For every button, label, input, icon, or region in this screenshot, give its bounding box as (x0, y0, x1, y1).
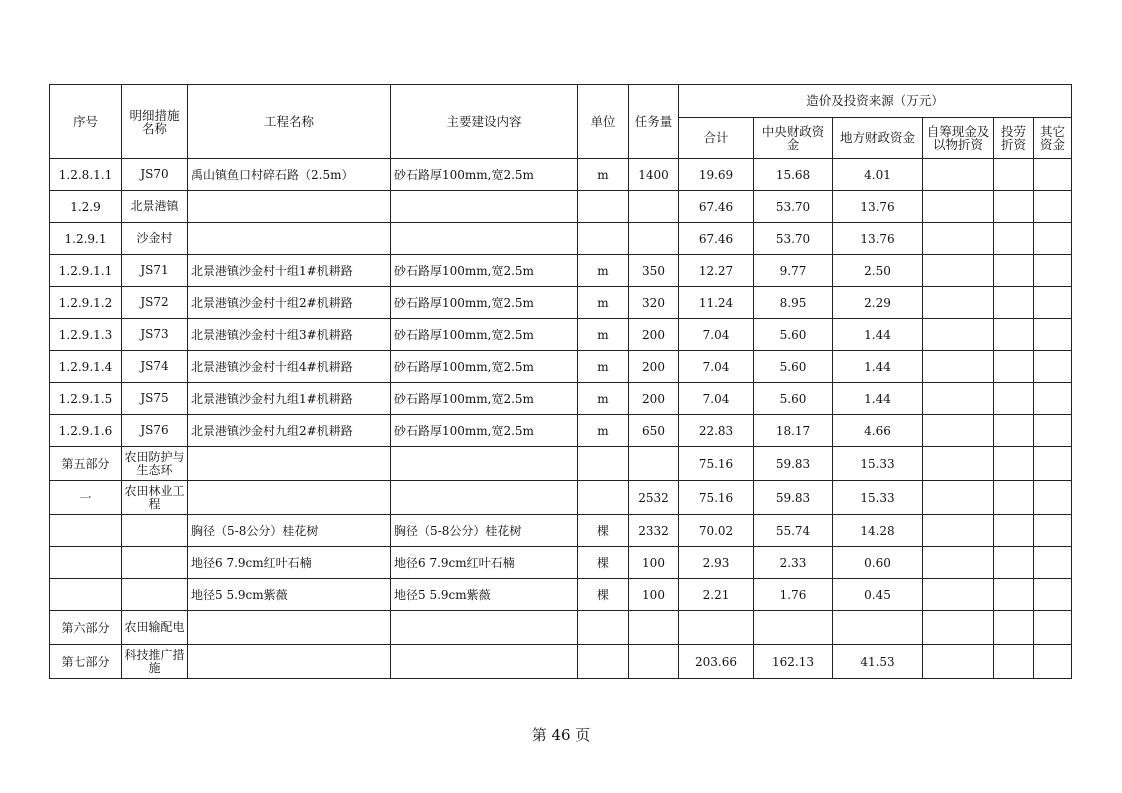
cell-self (923, 191, 994, 223)
cell-central: 5.60 (754, 383, 833, 415)
cell-labor (994, 415, 1034, 447)
cell-content (391, 611, 578, 645)
cell-total: 67.46 (679, 191, 754, 223)
cell-self (923, 351, 994, 383)
cell-seq: 一 (50, 481, 122, 515)
cell-labor (994, 191, 1034, 223)
cell-unit: m (578, 351, 629, 383)
cell-seq (50, 579, 122, 611)
cell-other (1034, 611, 1072, 645)
cell-self (923, 611, 994, 645)
cell-measure: JS72 (122, 287, 188, 319)
cell-local: 1.44 (833, 351, 923, 383)
cell-self (923, 515, 994, 547)
cell-central (754, 611, 833, 645)
cell-content (391, 645, 578, 679)
cell-seq: 第七部分 (50, 645, 122, 679)
cell-seq (50, 515, 122, 547)
cell-seq: 1.2.9.1.5 (50, 383, 122, 415)
header-measure: 明细措施名称 (122, 85, 188, 159)
cell-project: 禹山镇鱼口村碎石路（2.5m） (188, 159, 391, 191)
cell-labor (994, 645, 1034, 679)
cell-seq: 1.2.9.1.4 (50, 351, 122, 383)
cell-local: 4.01 (833, 159, 923, 191)
header-row-top (50, 85, 1072, 118)
cell-total: 11.24 (679, 287, 754, 319)
cell-seq: 1.2.9.1 (50, 223, 122, 255)
cell-local: 15.33 (833, 481, 923, 515)
cell-central: 53.70 (754, 191, 833, 223)
cell-labor (994, 287, 1034, 319)
cell-local: 4.66 (833, 415, 923, 447)
cell-self (923, 579, 994, 611)
cell-labor (994, 351, 1034, 383)
cell-total: 70.02 (679, 515, 754, 547)
cell-task (629, 645, 679, 679)
cell-measure (122, 547, 188, 579)
cell-local: 1.44 (833, 319, 923, 351)
cell-other (1034, 351, 1072, 383)
cell-task: 100 (629, 547, 679, 579)
cell-unit: m (578, 319, 629, 351)
cell-measure: JS73 (122, 319, 188, 351)
cell-content (391, 191, 578, 223)
cell-task: 200 (629, 351, 679, 383)
cell-measure: 农田林业工程 (122, 481, 188, 515)
cell-self (923, 287, 994, 319)
cell-central: 53.70 (754, 223, 833, 255)
cell-project: 北景港镇沙金村十组4#机耕路 (188, 351, 391, 383)
cell-seq: 1.2.8.1.1 (50, 159, 122, 191)
cell-local: 0.60 (833, 547, 923, 579)
cell-project: 地径5 5.9cm紫薇 (188, 579, 391, 611)
cell-other (1034, 645, 1072, 679)
table-row (50, 191, 1072, 223)
cell-central: 18.17 (754, 415, 833, 447)
cell-central: 1.76 (754, 579, 833, 611)
table-row (50, 319, 1072, 351)
cell-local: 41.53 (833, 645, 923, 679)
cell-central: 15.68 (754, 159, 833, 191)
cell-other (1034, 447, 1072, 481)
cell-task: 1400 (629, 159, 679, 191)
cell-measure: 科技推广措施 (122, 645, 188, 679)
cell-other (1034, 415, 1072, 447)
cell-measure: 农田输配电 (122, 611, 188, 645)
cell-labor (994, 383, 1034, 415)
cell-total: 2.21 (679, 579, 754, 611)
cell-content: 砂石路厚100mm,宽2.5m (391, 255, 578, 287)
cell-task: 350 (629, 255, 679, 287)
header-other: 其它资金 (1034, 118, 1072, 159)
cell-total: 203.66 (679, 645, 754, 679)
cell-unit (578, 481, 629, 515)
cell-unit: m (578, 383, 629, 415)
cell-unit (578, 223, 629, 255)
header-self: 自筹现金及以物折资 (923, 118, 994, 159)
cell-measure: 农田防护与生态环 (122, 447, 188, 481)
cell-task: 200 (629, 383, 679, 415)
cell-task: 650 (629, 415, 679, 447)
header-task: 任务量 (629, 85, 679, 159)
header-cost-group: 造价及投资来源（万元） (679, 85, 1072, 118)
header-project: 工程名称 (188, 85, 391, 159)
cell-total: 75.16 (679, 481, 754, 515)
cell-self (923, 255, 994, 287)
table-row (50, 481, 1072, 515)
cell-other (1034, 223, 1072, 255)
table-row (50, 547, 1072, 579)
cell-measure (122, 579, 188, 611)
table-row (50, 255, 1072, 287)
table-row (50, 579, 1072, 611)
cell-central: 5.60 (754, 319, 833, 351)
cell-self (923, 481, 994, 515)
cell-content (391, 481, 578, 515)
cell-project (188, 481, 391, 515)
table-row (50, 287, 1072, 319)
cell-task: 200 (629, 319, 679, 351)
cell-local: 1.44 (833, 383, 923, 415)
cell-other (1034, 481, 1072, 515)
cell-content: 胸径（5-8公分）桂花树 (391, 515, 578, 547)
cell-unit (578, 191, 629, 223)
cell-unit: 棵 (578, 547, 629, 579)
header-seq: 序号 (50, 85, 122, 159)
cell-local: 0.45 (833, 579, 923, 611)
table-row (50, 611, 1072, 645)
cell-self (923, 159, 994, 191)
cell-other (1034, 255, 1072, 287)
cell-local: 15.33 (833, 447, 923, 481)
cell-labor (994, 319, 1034, 351)
header-content: 主要建设内容 (391, 85, 578, 159)
cell-project (188, 611, 391, 645)
cell-task (629, 191, 679, 223)
cell-self (923, 547, 994, 579)
cell-self (923, 447, 994, 481)
cell-content: 砂石路厚100mm,宽2.5m (391, 415, 578, 447)
cell-seq: 1.2.9.1.6 (50, 415, 122, 447)
cell-total (679, 611, 754, 645)
cell-project: 胸径（5-8公分）桂花树 (188, 515, 391, 547)
cell-task: 320 (629, 287, 679, 319)
cell-labor (994, 447, 1034, 481)
cell-unit: 棵 (578, 515, 629, 547)
cell-project (188, 223, 391, 255)
cell-seq: 1.2.9.1.3 (50, 319, 122, 351)
cell-task (629, 611, 679, 645)
cell-total: 7.04 (679, 351, 754, 383)
cell-total: 75.16 (679, 447, 754, 481)
cell-content: 砂石路厚100mm,宽2.5m (391, 159, 578, 191)
cell-total: 7.04 (679, 383, 754, 415)
cell-measure: JS75 (122, 383, 188, 415)
cell-local: 2.29 (833, 287, 923, 319)
cell-total: 2.93 (679, 547, 754, 579)
header-labor: 投劳折资 (994, 118, 1034, 159)
investment-table (49, 84, 1072, 679)
cell-central: 59.83 (754, 481, 833, 515)
header-unit: 单位 (578, 85, 629, 159)
cell-other (1034, 191, 1072, 223)
cell-total: 22.83 (679, 415, 754, 447)
cell-labor (994, 223, 1034, 255)
table-row (50, 447, 1072, 481)
cell-measure: 沙金村 (122, 223, 188, 255)
cell-content: 地径5 5.9cm紫薇 (391, 579, 578, 611)
cell-content: 砂石路厚100mm,宽2.5m (391, 383, 578, 415)
cell-other (1034, 159, 1072, 191)
cell-seq: 1.2.9 (50, 191, 122, 223)
cell-task (629, 447, 679, 481)
table-row (50, 351, 1072, 383)
cell-other (1034, 547, 1072, 579)
cell-labor (994, 159, 1034, 191)
cell-self (923, 383, 994, 415)
cell-measure: JS74 (122, 351, 188, 383)
cell-other (1034, 515, 1072, 547)
cell-other (1034, 579, 1072, 611)
cell-labor (994, 611, 1034, 645)
cell-total: 19.69 (679, 159, 754, 191)
cell-project: 地径6 7.9cm红叶石楠 (188, 547, 391, 579)
cell-seq (50, 547, 122, 579)
cell-unit: m (578, 255, 629, 287)
cell-labor (994, 515, 1034, 547)
cell-task (629, 223, 679, 255)
table-row (50, 645, 1072, 679)
cell-seq: 1.2.9.1.1 (50, 255, 122, 287)
cell-project (188, 645, 391, 679)
cell-self (923, 319, 994, 351)
cell-content: 砂石路厚100mm,宽2.5m (391, 287, 578, 319)
cell-measure: JS76 (122, 415, 188, 447)
cell-seq: 第六部分 (50, 611, 122, 645)
header-total: 合计 (679, 118, 754, 159)
table-row (50, 223, 1072, 255)
cell-central: 8.95 (754, 287, 833, 319)
cell-task: 100 (629, 579, 679, 611)
cell-local: 13.76 (833, 223, 923, 255)
cell-unit (578, 645, 629, 679)
table-row (50, 159, 1072, 191)
page-number: 第 46 页 (531, 726, 591, 744)
cell-central: 55.74 (754, 515, 833, 547)
cell-unit (578, 611, 629, 645)
header-central: 中央财政资金 (754, 118, 833, 159)
cell-local: 2.50 (833, 255, 923, 287)
cell-unit: m (578, 159, 629, 191)
cell-project (188, 191, 391, 223)
cell-total: 7.04 (679, 319, 754, 351)
cell-unit: m (578, 415, 629, 447)
cell-local: 13.76 (833, 191, 923, 223)
cell-project: 北景港镇沙金村十组3#机耕路 (188, 319, 391, 351)
cell-unit (578, 447, 629, 481)
cell-self (923, 223, 994, 255)
cell-content: 砂石路厚100mm,宽2.5m (391, 319, 578, 351)
table-row (50, 383, 1072, 415)
table-row (50, 415, 1072, 447)
header-local: 地方财政资金 (833, 118, 923, 159)
cell-measure (122, 515, 188, 547)
table-body (50, 85, 1072, 679)
cell-project: 北景港镇沙金村九组1#机耕路 (188, 383, 391, 415)
cell-unit: 棵 (578, 579, 629, 611)
cell-labor (994, 579, 1034, 611)
cell-task: 2332 (629, 515, 679, 547)
cell-total: 12.27 (679, 255, 754, 287)
cell-content: 砂石路厚100mm,宽2.5m (391, 351, 578, 383)
cell-central: 9.77 (754, 255, 833, 287)
cell-content (391, 447, 578, 481)
cell-project: 北景港镇沙金村九组2#机耕路 (188, 415, 391, 447)
cell-local (833, 611, 923, 645)
cell-self (923, 415, 994, 447)
cell-project: 北景港镇沙金村十组1#机耕路 (188, 255, 391, 287)
cell-task: 2532 (629, 481, 679, 515)
cell-content: 地径6 7.9cm红叶石楠 (391, 547, 578, 579)
cell-total: 67.46 (679, 223, 754, 255)
table-row (50, 515, 1072, 547)
cell-central: 59.83 (754, 447, 833, 481)
cell-labor (994, 255, 1034, 287)
cell-other (1034, 319, 1072, 351)
cell-self (923, 645, 994, 679)
cell-seq: 第五部分 (50, 447, 122, 481)
cell-other (1034, 287, 1072, 319)
cell-project: 北景港镇沙金村十组2#机耕路 (188, 287, 391, 319)
cell-labor (994, 547, 1034, 579)
cell-unit: m (578, 287, 629, 319)
cell-measure: JS70 (122, 159, 188, 191)
cell-project (188, 447, 391, 481)
cell-measure: 北景港镇 (122, 191, 188, 223)
cell-central: 2.33 (754, 547, 833, 579)
cell-measure: JS71 (122, 255, 188, 287)
cell-labor (994, 481, 1034, 515)
cell-other (1034, 383, 1072, 415)
cell-seq: 1.2.9.1.2 (50, 287, 122, 319)
cell-central: 162.13 (754, 645, 833, 679)
cell-local: 14.28 (833, 515, 923, 547)
cell-central: 5.60 (754, 351, 833, 383)
cell-content (391, 223, 578, 255)
